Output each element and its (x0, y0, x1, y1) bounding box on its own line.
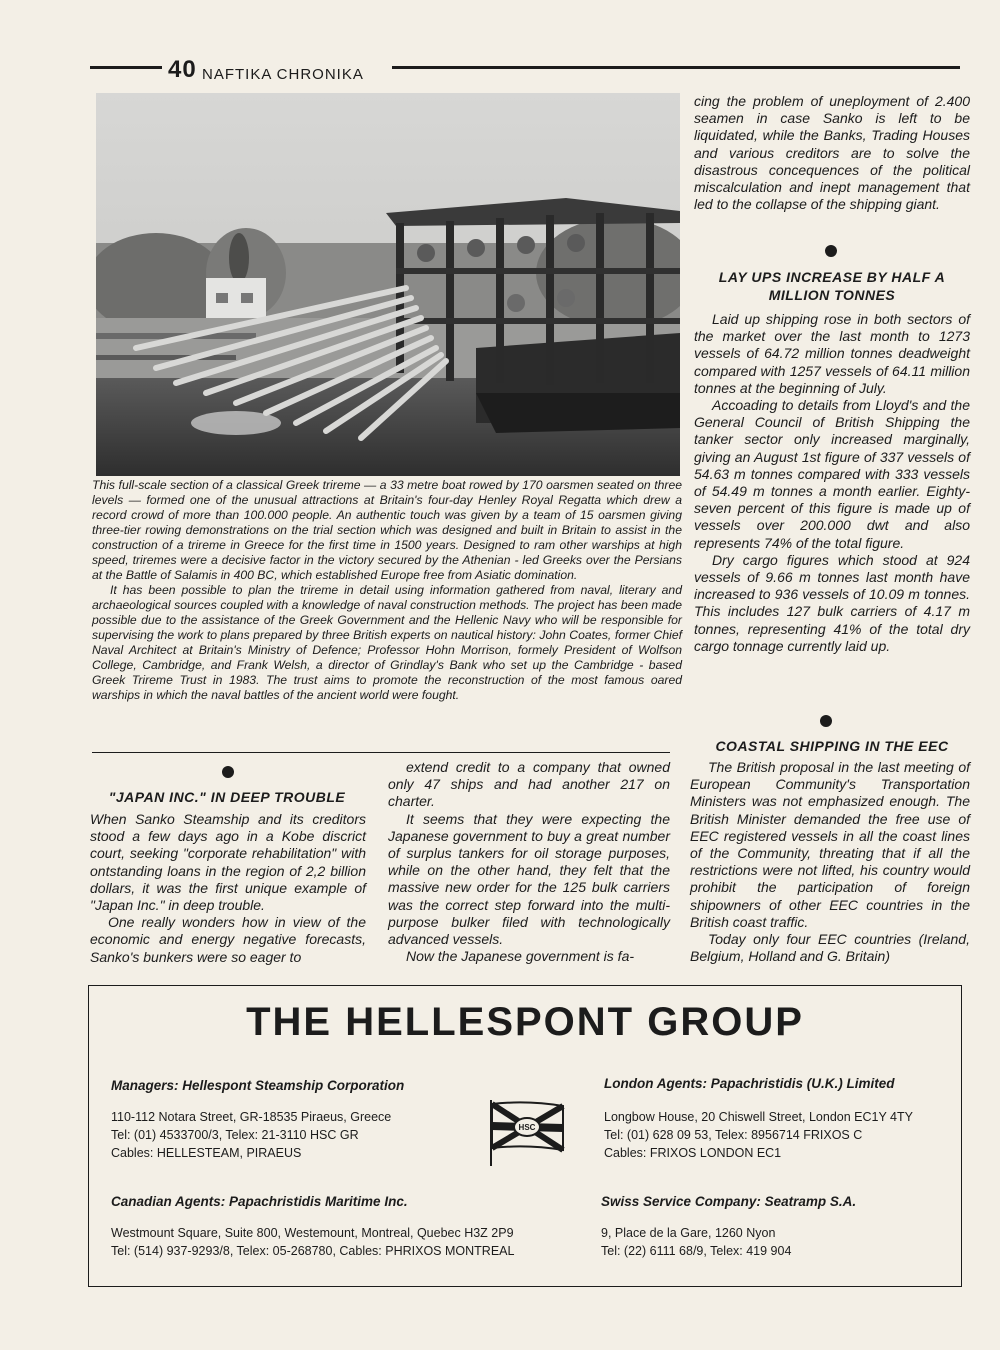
japan-paragraph-1: When Sanko Steamship and its creditors stood a few days ago in a Kobe discrict court, seeking "corporate rehabilitation" with ontstanding loans in the region of 2,2 billion dollars, it was the first unique example of "Japan Inc." in deep trouble. (90, 811, 366, 914)
trireme-photo-icon (96, 93, 680, 476)
magazine-name: NAFTIKA CHRONIKA (202, 66, 364, 83)
header-rule-left (90, 66, 162, 69)
swiss-address-line: 9, Place de la Gare, 1260 Nyon (601, 1226, 776, 1240)
section-bullet (820, 715, 832, 727)
layups-paragraph-2: Accoading to details from Lloyd's and the General Council of British Shipping the tanker sector only increased marginally, giving an August 1st figure of 337 vessels of 54.63 m tonnes compared with 333 vessels of 54.49 m tonnes a month earlier. Eighty-seven percent of this figure is made up of vessels over 200.000 dwt and also represents 74% of the total figure. (694, 397, 970, 551)
london-address-line: Longbow House, 20 Chiswell Street, London EC1Y 4TY (604, 1110, 913, 1124)
photo-caption (92, 478, 682, 703)
managers-phone-line: Tel: (01) 4533700/3, Telex: 21-3110 HSC GR (111, 1128, 359, 1142)
right-column-continued (694, 93, 970, 213)
trireme-photo (96, 93, 680, 476)
advert-title: THE HELLESPONT GROUP (246, 1000, 804, 1044)
layups-paragraph-1: Laid up shipping rose in both sectors of the market over the last month to 1273 vessels of 64.72 million tonnes deadweight compared with 1257 vessels of 64.11 million tonnes at the beginning of July. (694, 311, 970, 396)
managers-cables-line: Cables: HELLESTEAM, PIRAEUS (111, 1146, 302, 1160)
london-cables-line: Cables: FRIXOS LONDON EC1 (604, 1146, 782, 1160)
page-number: 40 (168, 56, 197, 83)
japan-paragraph-5: Now the Japanese government is fa- (406, 948, 635, 965)
japan-column-2 (388, 759, 670, 965)
japan-paragraph-2: One really wonders how in view of the economic and energy negative forecasts, Sanko's bunkers were so eager to (90, 914, 366, 965)
swiss-phone-line: Tel: (22) 6111 68/9, Telex: 419 904 (601, 1244, 792, 1258)
managers-address-line: 110-112 Notara Street, GR-18535 Piraeus, Greece (111, 1110, 392, 1124)
canada-address-line: Westmount Square, Suite 800, Westemount, Montreal, Quebec H3Z 2P9 (111, 1226, 514, 1240)
london-heading: London Agents: Papachristidis (U.K.) Limited (604, 1076, 895, 1091)
hsc-flag-icon (487, 1098, 567, 1168)
caption-paragraph-2: It has been possible to plan the trireme in detail using information gathered from naval, literary and archaeological sources coupled with a knowledge of naval construction methods. The project has been made possible due to the assistance of the Greek Government and the Hellenic Navy who will be responsible for supervising the work to plans prepared by three British experts on nautical history: John Coates, former Chief Naval Architect at Britain's Ministry of Defence; Professor Hohn Morrison, formely President of Wolfson College, Cambridge, and Frank Welsh, a director of Grindlay's Bank who set up the Cambridge - based Greek Trireme Trust in 1983. The trust aims to promote the reconstruction of the most famous oared warships in which the naval battles of the ancient world were fought. (92, 583, 682, 702)
continued-paragraph: cing the problem of uneployment of 2.400 seamen in case Sanko is left to be liquidated, while the Banks, Trading Houses and various creditors are to solve the disastrous concequences of the political miscalculation and inept management that led to the collapse of the shipping giant. (694, 93, 970, 213)
header-rule-right (392, 66, 960, 69)
canada-phone-line: Tel: (514) 937-9293/8, Telex: 05-268780, Cables: PHRIXOS MONTREAL (111, 1244, 515, 1258)
coastal-article (690, 759, 970, 965)
coastal-paragraph-1: The British proposal in the last meeting of European Community's Transportation Ministers was not emphasized enough. The British Minister demanded the free use of EEC registered vessels in all the coast lines of the Community, threating that if all the restrictions were not lifted, his country would prohibit the participation of foreign shipowners of other EEC countries in the British coast traffic. (690, 759, 970, 930)
section-bullet (825, 245, 837, 257)
japan-column-1 (90, 811, 366, 966)
section-bullet (222, 766, 234, 778)
swiss-address (601, 1224, 791, 1260)
managers-heading: Managers: Hellespont Steamship Corporation (111, 1078, 405, 1093)
caption-paragraph-1: This full-scale section of a classical Greek trireme — a 33 metre boat rowed by 170 oarsmen seated on three levels — formed one of the unusual attractions at Britain's four-day Henley Royal Regatta which drew a record crowd of more than 100.000 people. An authentic touch was given by a team of 15 oarsmen giving three-tier rowing demonstrations on the trial section which was designed and built in Britain to assist in the construction of a trireme in Greece for the first time in 1500 years. Designed to ram other warships at high speed, triremes were a decisive factor in the victory secured by the Athenian - led Greeks over the Persians at the Battle of Salamis in 400 BC, which established Europe free from Asiatic domination. (92, 478, 682, 582)
managers-address (111, 1108, 391, 1162)
japan-paragraph-4: It seems that they were expecting the Japanese government to buy a great number of surplus tankers for oil storage purposes, while on the other hand, they felt that the massive new order for the 125 bulk carriers was the correct step forward into the multi-purpose bulker filed with technologically advanced vessels. (388, 810, 670, 948)
canada-heading: Canadian Agents: Papachristidis Maritime Inc. (111, 1194, 408, 1209)
layups-paragraph-3: Dry cargo figures which stood at 924 vessels of 9.66 m tonnes last month have increased to 936 vessels of 10.09 m tonnes. This includes 127 bulk carriers of 4.17 m tonnes, representing 41% of the total dry cargo tonnage currently laid up. (694, 551, 970, 654)
coastal-paragraph-2: Today only four EEC countries (Ireland, Belgium, Holland and G. Britain) (690, 931, 970, 965)
coastal-heading: COASTAL SHIPPING IN THE EEC (715, 738, 949, 754)
layups-article (694, 311, 970, 655)
hellespont-advert (88, 985, 962, 1287)
london-address (604, 1108, 913, 1162)
canada-address (111, 1224, 514, 1260)
japan-heading: "JAPAN INC." IN DEEP TROUBLE (108, 789, 346, 805)
caption-divider (92, 752, 670, 753)
swiss-heading: Swiss Service Company: Seatramp S.A. (601, 1194, 857, 1209)
layups-heading: LAY UPS INCREASE BY HALF A MILLION TONNES (718, 269, 946, 303)
london-phone-line: Tel: (01) 628 09 53, Telex: 8956714 FRIXOS C (604, 1128, 863, 1142)
flag-text: HSC (518, 1123, 536, 1132)
japan-paragraph-3: extend credit to a company that owned only 47 ships and had another 217 on charter. (388, 759, 670, 810)
